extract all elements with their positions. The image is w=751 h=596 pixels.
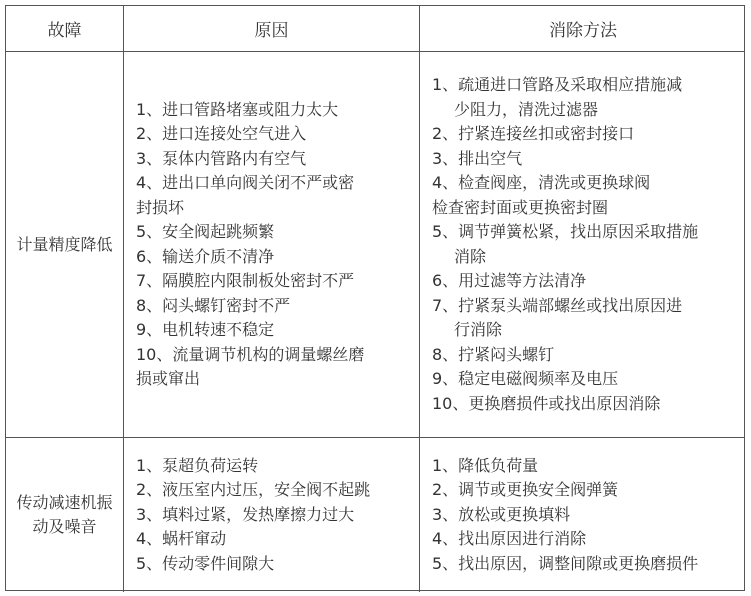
list-item: 6、用过滤等方法清净 — [432, 271, 587, 290]
fault-cell — [6, 438, 124, 592]
list-item: 5、安全阀起跳频繁 — [136, 222, 275, 241]
header-remedy: 消除方法 — [549, 21, 617, 41]
list-item: 4、蜗杆窜动 — [136, 529, 227, 549]
list-item: 2、液压室内过压，安全阀不起跳 — [136, 480, 371, 500]
list-item: 1、泵超负荷运转 — [136, 455, 259, 475]
list-item: 损或窜出 — [136, 369, 201, 388]
list-item: 行消除 — [454, 320, 503, 339]
list-item: 10、更换磨损件或找出原因消除 — [432, 393, 661, 413]
list-item: 4、找出原因进行消除 — [432, 529, 587, 549]
list-item: 9、稳定电磁阀频率及电压 — [432, 369, 619, 388]
cause-cell — [124, 52, 420, 437]
header-fault: 故障 — [6, 6, 124, 51]
cause-list — [124, 454, 376, 577]
list-item: 3、泵体内管路内有空气 — [136, 148, 307, 168]
list-item: 9、电机转速不稳定 — [136, 320, 275, 339]
list-item: 5、调节弹簧松紧，找出原因采取措施 — [432, 222, 699, 241]
list-item: 3、放松或更换填料 — [432, 504, 571, 524]
list-item: 7、隔膜腔内限制板处密封不严 — [136, 271, 355, 290]
cause-cell — [124, 438, 420, 592]
list-item: 5、传动零件间隙大 — [136, 553, 275, 573]
list-item: 7、拧紧泵头端部螺丝或找出原因进 — [432, 295, 683, 315]
list-item: 2、拧紧连接丝扣或密封接口 — [432, 124, 635, 143]
list-item: 1、降低负荷量 — [432, 455, 539, 475]
list-item: 封损坏 — [136, 197, 185, 217]
list-item: 3、排出空气 — [432, 148, 523, 168]
list-item: 少阻力，清洗过滤器 — [454, 99, 599, 119]
list-item: 1、疏通进口管路及采取相应措施减 — [432, 75, 683, 94]
list-item: 5、找出原因，调整间隙或更换磨损件 — [432, 553, 699, 573]
list-item: 消除 — [454, 246, 487, 266]
list-item: 4、检查阀座，清洗或更换球阀 — [432, 173, 651, 192]
table-header-row — [6, 6, 744, 52]
list-item: 3、填料过紧，发热摩擦力过大 — [136, 504, 355, 524]
remedy-list — [420, 454, 704, 577]
table-row — [6, 438, 744, 592]
remedy-list — [420, 73, 704, 416]
list-item: 4、进出口单向阀关闭不严或密 — [136, 173, 355, 192]
list-item: 8、闷头螺钉密封不严 — [136, 295, 291, 315]
fault-cell — [6, 52, 124, 437]
cause-list — [124, 98, 370, 392]
list-item: 10、流量调节机构的调量螺丝磨 — [136, 344, 365, 364]
list-item: 2、进口连接处空气进入 — [136, 124, 307, 143]
list-item: 6、输送介质不清净 — [136, 246, 275, 266]
list-item: 8、拧紧闷头螺钉 — [432, 344, 555, 364]
fault-table — [5, 5, 745, 591]
list-item: 2、调节或更换安全阀弹簧 — [432, 480, 619, 500]
list-item: 检查密封面或更换密封圈 — [432, 197, 609, 217]
remedy-cell — [420, 52, 746, 437]
list-item: 1、进口管路堵塞或阻力太大 — [136, 99, 339, 119]
header-cause: 原因 — [124, 6, 420, 51]
fault-text: 计量精度降低 — [16, 234, 113, 254]
remedy-cell — [420, 438, 746, 592]
table-row — [6, 52, 744, 438]
fault-text: 传动减速机振动及噪音 — [16, 493, 113, 536]
